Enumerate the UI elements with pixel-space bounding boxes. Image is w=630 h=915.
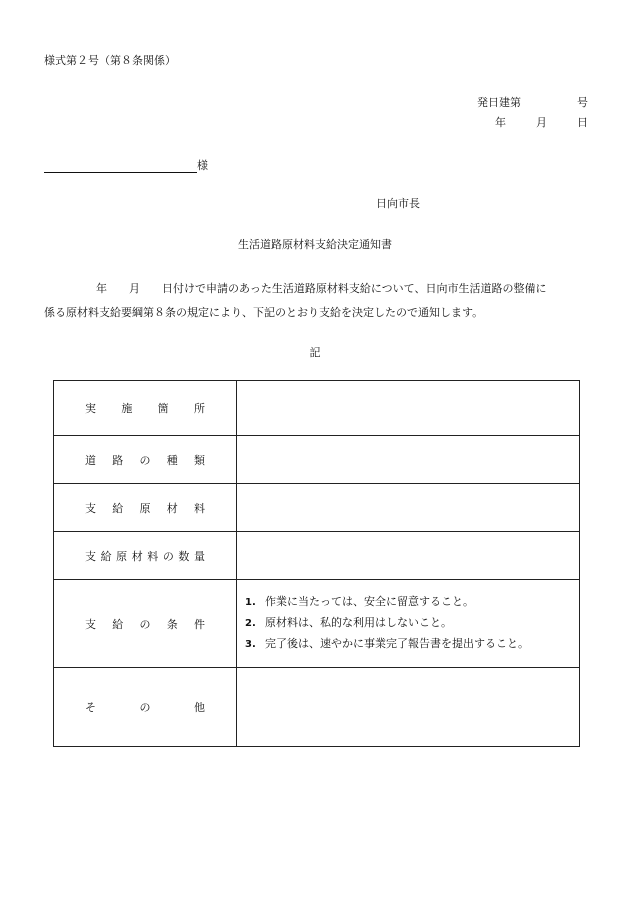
label-char: 原: [116, 549, 128, 563]
document-number: [477, 94, 588, 110]
label-spread: [85, 400, 205, 416]
table-row: [54, 436, 580, 484]
table-row: [54, 532, 580, 580]
document-number-suffix: 号: [577, 96, 588, 109]
row-value: [237, 381, 580, 436]
label-char: の: [139, 617, 151, 631]
ki-heading: 記: [309, 346, 321, 359]
label-char: そ: [85, 701, 96, 714]
conditions-cell: [237, 580, 580, 668]
recipient-line: [44, 157, 208, 173]
label-char: 種: [166, 453, 178, 467]
label-char: 施: [121, 402, 133, 415]
row-label: [54, 381, 237, 436]
label-char: 路: [112, 453, 124, 467]
table-row: [54, 484, 580, 532]
date-month-label: 月: [536, 116, 547, 129]
label-char: の: [162, 549, 174, 563]
label-char: 材: [166, 501, 178, 515]
table-row: [54, 580, 580, 668]
date-year-label: 年: [495, 116, 506, 129]
body-line-1: [44, 277, 588, 301]
issue-date: [495, 114, 588, 130]
body-year-label: 年: [96, 282, 107, 295]
label-char: 材: [131, 549, 143, 563]
detail-table: [53, 380, 580, 747]
document-number-prefix: 発日建第: [477, 96, 521, 109]
label-char: 条: [166, 617, 178, 631]
conditions-list: [237, 592, 579, 655]
table-row: [54, 668, 580, 747]
condition-number: 3.: [245, 639, 256, 650]
label-char: 料: [147, 549, 159, 563]
list-item: [245, 613, 579, 634]
label-char: 件: [194, 617, 205, 631]
label-spread: [85, 548, 205, 564]
recipient-blank: [44, 160, 197, 173]
form-number: 様式第２号（第８条関係）: [44, 54, 176, 67]
label-char: 支: [85, 617, 96, 631]
date-day-label: 日: [577, 116, 588, 129]
body-line-1-text: 日付けで申請のあった生活道路原材料支給について、日向市生活道路の整備に: [162, 282, 547, 295]
row-label: [54, 580, 237, 668]
label-char: 給: [100, 549, 112, 563]
label-char: 数: [178, 549, 190, 563]
body-month-label: 月: [129, 282, 140, 295]
condition-number: 2.: [245, 618, 256, 629]
row-label: [54, 668, 237, 747]
label-spread: [85, 699, 205, 715]
label-char: 給: [112, 501, 124, 515]
label-char: 量: [193, 549, 205, 563]
table-row: [54, 381, 580, 436]
label-char: 実: [85, 402, 96, 415]
label-char: 道: [85, 453, 96, 467]
list-item: [245, 592, 579, 613]
row-value: [237, 484, 580, 532]
body-text: [44, 277, 588, 325]
condition-number: 1.: [245, 597, 256, 608]
label-char: の: [139, 453, 151, 467]
condition-text: 原材料は、私的な利用はしないこと。: [265, 616, 452, 629]
label-char: 所: [193, 402, 205, 415]
label-char: 他: [194, 701, 205, 714]
row-value: [237, 668, 580, 747]
label-spread: [85, 616, 205, 632]
body-line-2: 係る原材料支給要綱第８条の規定により、下記のとおり支給を決定したので通知します。: [44, 306, 484, 319]
list-item: [245, 634, 579, 655]
document-title: 生活道路原材料支給決定通知書: [238, 238, 392, 251]
recipient-honorific: 様: [197, 159, 208, 172]
row-value: [237, 532, 580, 580]
label-char: 原: [139, 501, 151, 515]
label-char: 箇: [157, 402, 169, 415]
condition-text: 完了後は、速やかに事業完了報告書を提出すること。: [265, 637, 529, 650]
row-value: [237, 436, 580, 484]
condition-text: 作業に当たっては、安全に留意すること。: [265, 595, 474, 608]
label-char: 支: [85, 501, 96, 515]
label-spread: [85, 500, 205, 516]
row-label: [54, 532, 237, 580]
sender: 日向市長: [376, 197, 420, 210]
label-char: 給: [112, 617, 124, 631]
label-char: 支: [85, 549, 96, 563]
label-char: の: [139, 701, 151, 714]
row-label: [54, 484, 237, 532]
label-spread: [85, 452, 205, 468]
label-char: 料: [194, 501, 205, 515]
row-label: [54, 436, 237, 484]
label-char: 類: [194, 453, 205, 467]
